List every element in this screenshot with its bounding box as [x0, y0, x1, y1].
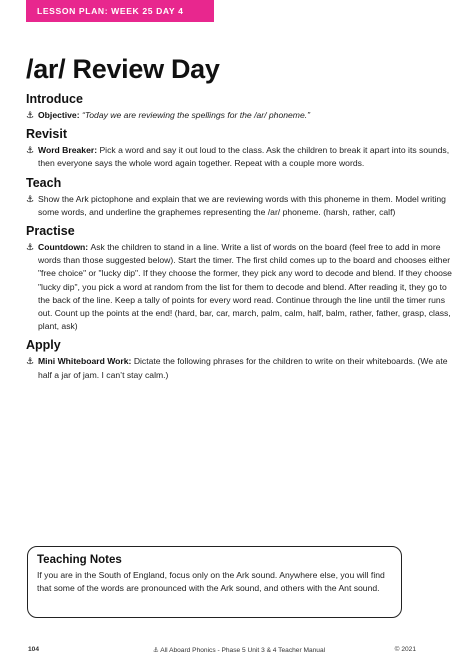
item-lead: Word Breaker:: [38, 145, 100, 156]
item-lead: Countdown:: [38, 242, 91, 253]
item-lead: Mini Whiteboard Work:: [38, 356, 134, 367]
list-item: [26, 241, 452, 333]
copyright: © 2021: [394, 646, 416, 653]
item-text: Show the Ark pictophone and explain that we are reviewing words with this phoneme in them. Model writing some words, and underline the graphemes representing the /ar/ phoneme. (harsh, rather, calf): [38, 193, 446, 217]
anchor-icon: ⚓: [26, 193, 35, 204]
item-text: “Today we are reviewing the spellings for the /ar/ phoneme.”: [81, 110, 310, 120]
section-heading: Teach: [26, 175, 62, 190]
teaching-notes-title: Teaching Notes: [37, 554, 122, 566]
item-text: Ask the children to stand in a line. Write a list of words on the board (feel free to add in more words than those suggested below). Start the timer. The first child comes up to the board and chooses either "free choice" or "lucky dip". If they choose the former, they pick any word to decode and blend. If they choose "lucky dip", you pick a word at random from the list for them to decode and blend. After reading it, they go to the back of the line. Keep a tally of points for every word read. Continue through the line until the timer runs out. Count up the points at the end! (hard, bar, car, march, palm, calm, half, balm, rather, father, grasp, class, plant, ask): [38, 242, 452, 332]
section-heading: Practise: [26, 224, 75, 239]
anchor-icon: ⚓: [26, 356, 35, 367]
page-number: 104: [28, 646, 40, 653]
list-item: [26, 193, 452, 219]
anchor-icon: ⚓: [152, 647, 159, 654]
item-lead: Objective:: [38, 110, 82, 120]
section-heading: Revisit: [26, 127, 67, 142]
lesson-sections: [26, 92, 452, 387]
list-item: [26, 355, 452, 381]
item-text: Dictate the following phrases for the children to write on their whiteboards. (We ate half a jar of jam. I can’t stay calm.): [38, 356, 448, 380]
section-apply: [26, 338, 452, 381]
item-text: Pick a word and say it out loud to the class. Ask the children to break it apart into its sounds, then everyone says the whole word again together. Repeat with a couple more words.: [38, 145, 450, 169]
teaching-notes-box: [27, 546, 402, 618]
lesson-plan-banner: LESSON PLAN: WEEK 25 DAY 4: [26, 0, 214, 22]
section-heading: Apply: [26, 338, 61, 353]
anchor-icon: ⚓: [26, 110, 35, 120]
section-revisit: [26, 127, 452, 170]
section-teach: [26, 176, 452, 219]
list-item: [26, 109, 452, 122]
page-title: /ar/ Review Day: [26, 54, 220, 84]
anchor-icon: ⚓: [26, 242, 35, 253]
section-introduce: [26, 92, 452, 122]
list-item: [26, 144, 452, 170]
teaching-notes-text: If you are in the South of England, focus only on the Ark sound. Anywhere else, you will find that some of the words are pronounced with the Ark sound, and others with the Ant sound.: [37, 570, 385, 594]
section-heading: Introduce: [26, 92, 83, 106]
page-footer: [26, 646, 452, 658]
footer-manual-name: All Aboard Phonics - Phase 5 Unit 3 & 4 Teacher Manual: [160, 647, 326, 654]
anchor-icon: ⚓: [26, 145, 35, 156]
footer-title: [114, 646, 364, 654]
section-practise: [26, 224, 452, 333]
